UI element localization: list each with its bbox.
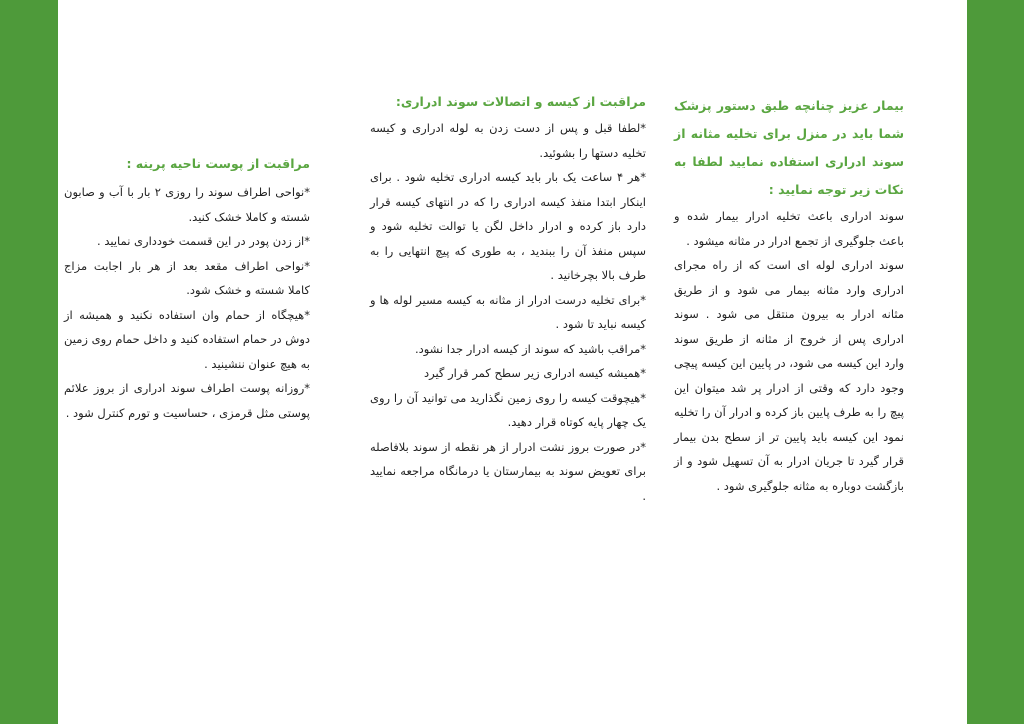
bag-care-column [370,88,646,508]
intro-heading: بیمار عزیز چنانچه طبق دستور پزشک شما باید در منزل برای تخلیه مثانه از سوند ادراری استفاده نمایید لطفا به نکات زیر توجه نمایید : [674,98,904,197]
skin-care-column [64,150,310,425]
bag-care-item: *برای تخلیه درست ادرار از مثانه به کیسه مسیر لوله ها و کیسه نباید تا شود . [370,292,646,331]
bag-care-item: *هیچوقت کیسه را روی زمین نگذارید می توانید آن را روی یک چهار پایه کوتاه قرار دهید. [370,390,646,429]
skin-care-item: *هیچگاه از حمام وان استفاده نکنید و همیشه از دوش در حمام استفاده کنید و داخل حمام روی زمین به هیچ عنوان ننشینید . [63,307,310,371]
skin-care-item: *از زدن پودر در این قسمت خودداری نمایید . [97,234,310,248]
brochure-page [58,0,967,724]
skin-care-heading: مراقبت از پوست ناحیه پرینه : [126,156,310,171]
bag-care-item: *هر ۴ ساعت یک بار باید کیسه ادراری تخلیه شود . برای اینکار ابتدا منفذ کیسه ادراری را که در انتهای کیسه قرار دارد باز کرده و ادرار داخل لگن یا توالت تخلیه شود و سپس منفذ آن را ببندید ، به طوری که پیچ انتهایی را به طرف بالا بچرخانید . [370,170,646,282]
bag-care-item: *لطفا قبل و پس از دست زدن به لوله ادراری و کیسه تخلیه دستها را بشوئید. [370,121,646,160]
bag-care-item: *در صورت بروز نشت ادرار از هر نقطه از سوند بلافاصله برای تعویض سوند به بیمارستان یا درمانگاه مراجعه نمایید . [370,439,646,503]
intro-column [674,92,904,498]
skin-care-item: *نواحی اطراف مقعد بعد از هر بار اجابت مزاج کاملا شسته و خشک شود. [64,258,310,297]
bag-care-item: *مراقب باشید که سوند از کیسه ادرار جدا نشود. [414,341,646,356]
bag-care-heading: مراقبت از کیسه و اتصالات سوند ادراری: [395,94,646,109]
catheter-description-paragraph: سوند ادراری لوله ای است که از راه مجرای ادراری وارد مثانه بیمار می شود و از طریق مثانه ادرار به بیرون منتقل می شود . سوند ادراری پس از خروج از مثانه از طریق سوند وارد این کیسه می شود، در پایین این کیسه پیچی وجود دارد که وقتی از ادرار پر شد میتوان این پیچ را به طرف پایین باز کرده و ادرار آن را تخلیه نمود این کیسه باید پایین تر از سطح بدن بیمار قرار گیرد تا جریان ادرار به آن تسهیل شود و از بازگشت دوباره به مثانه جلوگیری شود . [674,258,904,493]
bag-care-item: *همیشه کیسه ادراری زیر سطح کمر قرار گیرد [424,366,646,380]
skin-care-item: *روزانه پوست اطراف سوند ادراری از بروز علائم پوستی مثل قرمزی ، حساسیت و تورم کنترل شود . [64,381,310,420]
intro-paragraph: سوند ادراری باعث تخلیه ادرار بیمار شده و باعث جلوگیری از تجمع ادرار در مثانه میشود . [674,209,904,248]
skin-care-item: *نواحی اطراف سوند را روزی ۲ بار با آب و صابون شسته و کاملا خشک کنید. [64,185,311,224]
